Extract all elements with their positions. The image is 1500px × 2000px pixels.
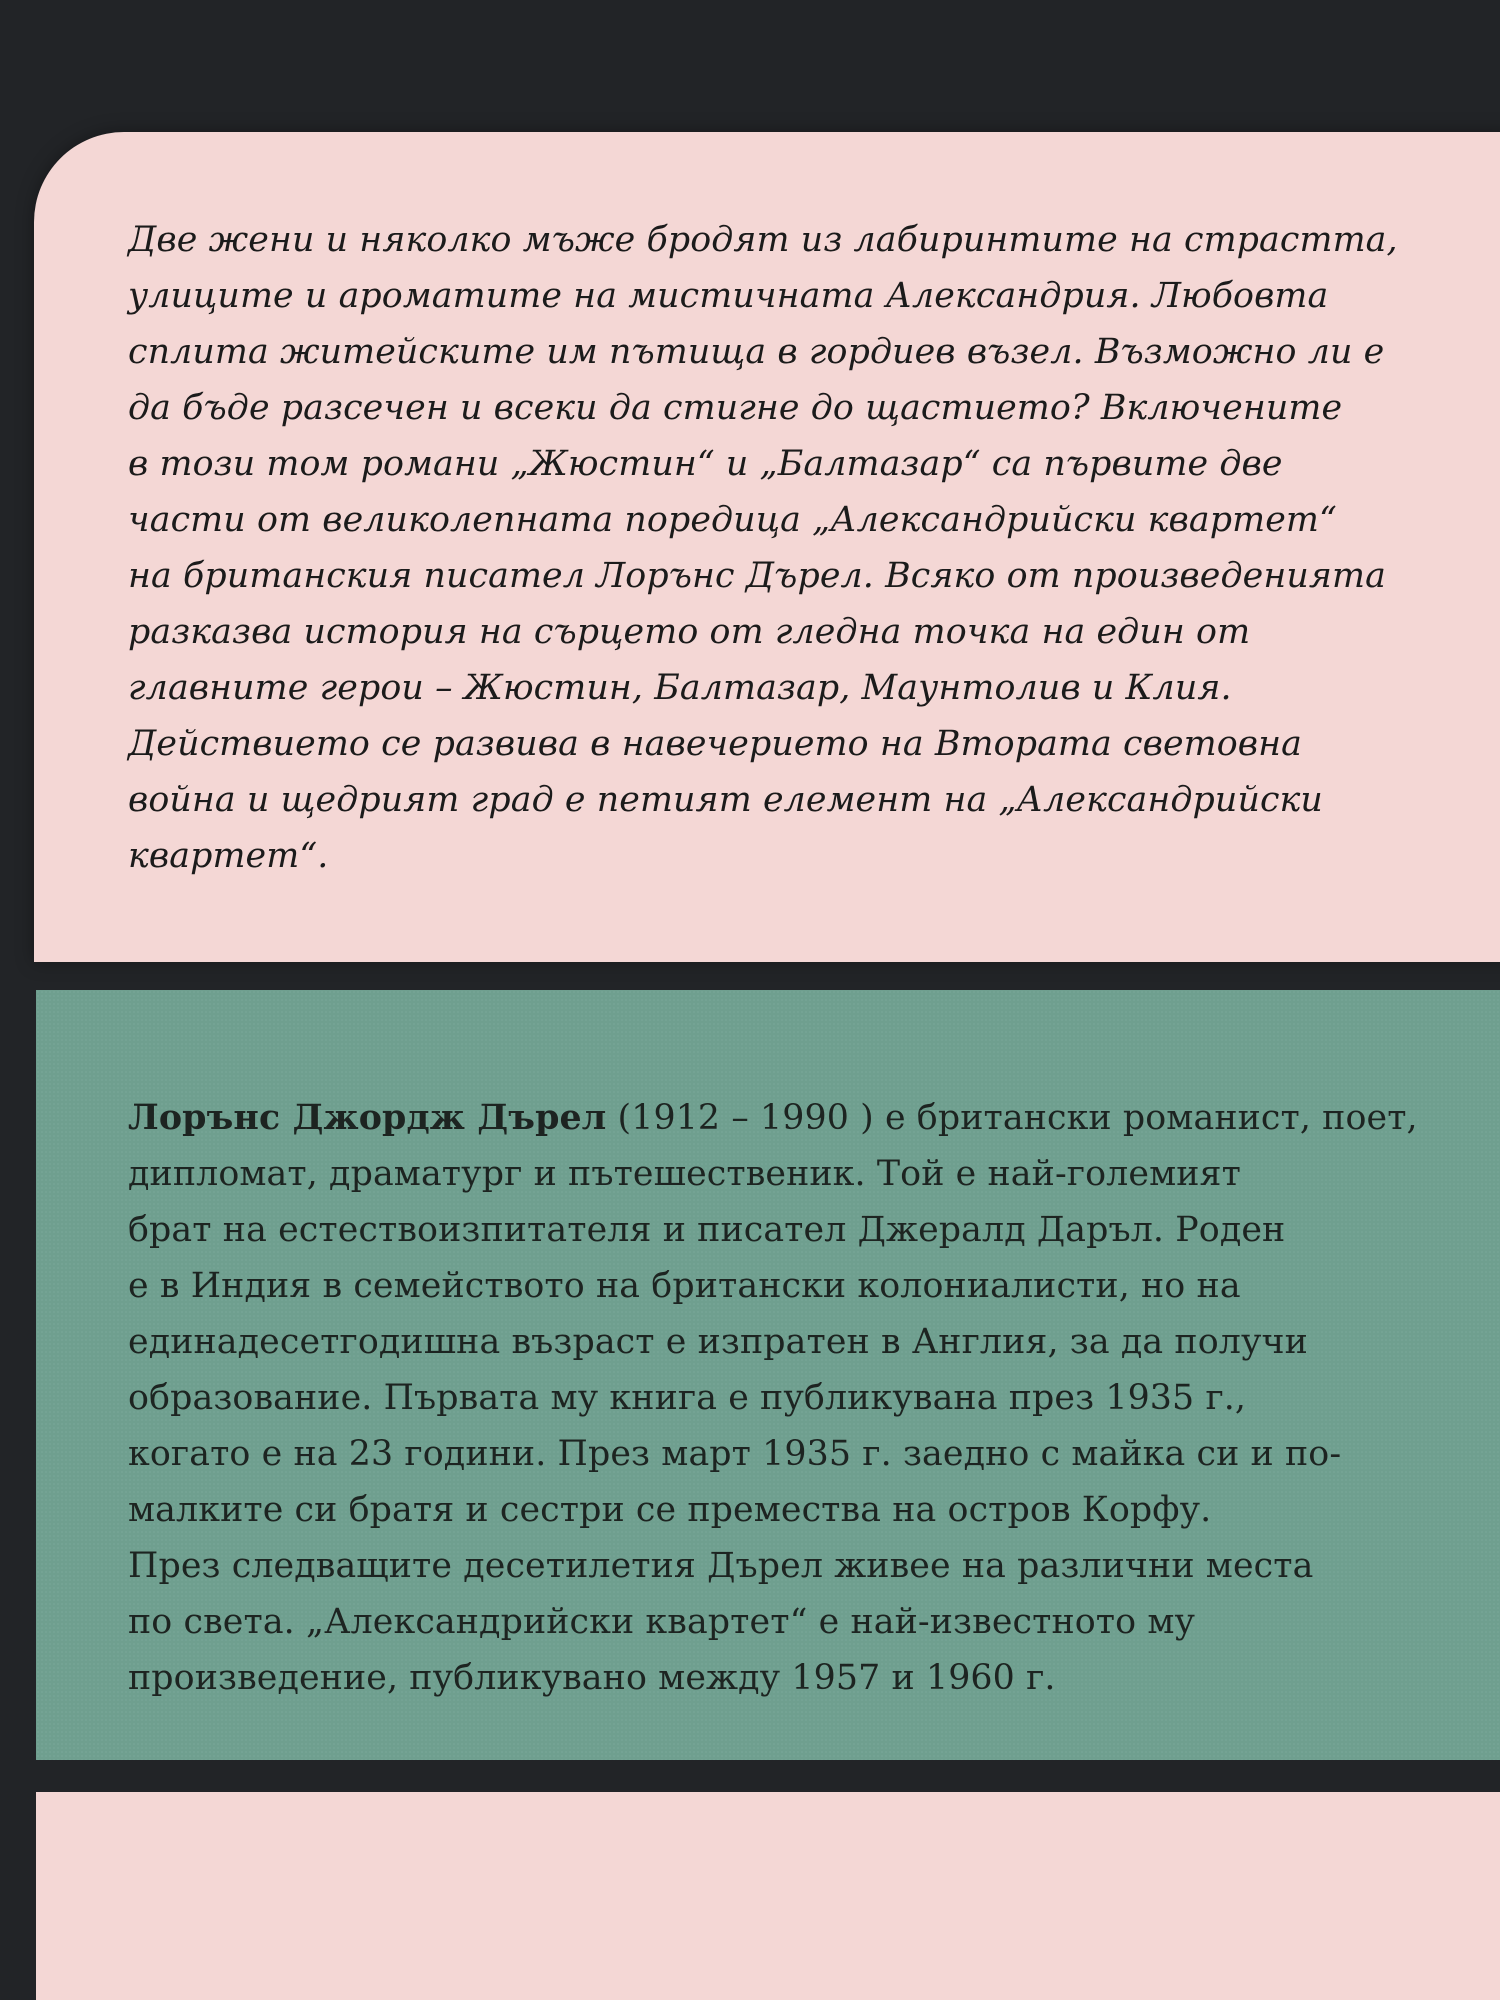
author-bio-line: През следващите десетилетия Дърел живее на различни места [128, 1546, 1314, 1586]
synopsis-line: сплита житейските им пътища в гордиев възел. Възможно ли е [128, 332, 1385, 372]
synopsis-line: Две жени и няколко мъже бродят из лабиринтите на страстта, [128, 220, 1398, 260]
synopsis-line: главните герои – Жюстин, Балтазар, Маунтолив и Клия. [128, 668, 1232, 708]
author-name: Лорънс Джордж Дърел [128, 1097, 607, 1138]
author-bio-line: брат на естествоизпитателя и писател Джералд Даръл. Роден [128, 1210, 1286, 1250]
author-bio-line: дипломат, драматург и пътешественик. Той е най-големият [128, 1154, 1241, 1194]
synopsis-line: улиците и ароматите на мистичната Александрия. Любовта [128, 276, 1329, 316]
synopsis-line: на британския писател Лорънс Дърел. Всяко от произведенията [128, 556, 1386, 596]
author-bio-line: е в Индия в семейството на британски колониалисти, но на [128, 1266, 1241, 1306]
synopsis-line: квартет“. [128, 836, 329, 876]
synopsis-line: Действието се развива в навечерието на Втората световна [128, 724, 1303, 764]
author-bio-first-line [128, 1090, 1468, 1146]
synopsis-line: части от великолепната поредица „Александрийски квартет“ [128, 500, 1337, 540]
bottom-pink-panel [36, 1792, 1500, 2000]
synopsis-text [128, 212, 1458, 884]
author-bio-line: единадесетгодишна възраст е изпратен в Англия, за да получи [128, 1322, 1308, 1362]
synopsis-line: да бъде разсечен и всеки да стигне до щастието? Включените [128, 388, 1343, 428]
author-bio-line: когато е на 23 години. През март 1935 г. заедно с майка си и по- [128, 1434, 1342, 1474]
author-bio-line: малките си братя и сестри се премества на остров Корфу. [128, 1490, 1212, 1530]
synopsis-line: в този том романи „Жюстин“ и „Балтазар“ са първите две [128, 444, 1283, 484]
author-bio-line: по света. „Александрийски квартет“ е най-известното му [128, 1602, 1196, 1642]
synopsis-line: разказва история на сърцето от гледна точка на един от [128, 612, 1251, 652]
synopsis-line: война и щедрият град е петият елемент на „Александрийски [128, 780, 1323, 820]
author-bio-line: образование. Първата му книга е публикувана през 1935 г., [128, 1378, 1247, 1418]
author-bio-text [128, 1090, 1468, 1706]
author-bio-line: произведение, публикувано между 1957 и 1960 г. [128, 1658, 1056, 1698]
author-bio-first-line-rest: (1912 – 1990 ) е британски романист, поет, [606, 1098, 1418, 1138]
